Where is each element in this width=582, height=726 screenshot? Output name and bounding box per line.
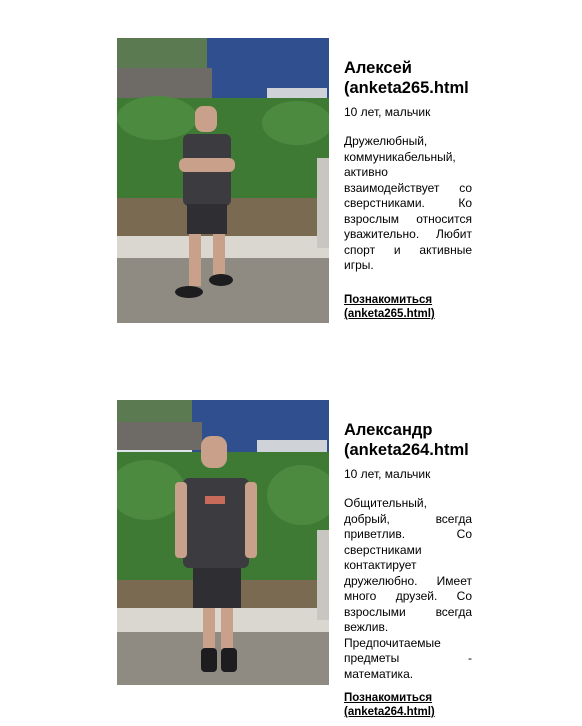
profile-meta: 10 лет, мальчик — [344, 467, 431, 481]
photo-boy-standing-icon — [117, 400, 329, 685]
photo-boy-standing-icon — [117, 38, 329, 323]
profile-description: Дружелюбный, коммуникабельный, активно взаимодействует со сверстниками. Ко взрослым относится уважительно. Любит спорт и активные игры. — [344, 134, 472, 272]
profile-description: Общительный, добрый, всегда приветлив. Со сверстниками контактирует дружелюбно. Имеет много друзей. Со взрослыми всегда вежлив. Предпочитаемые предметы - математика. — [344, 496, 472, 681]
profile-name: Алексей (anketa265.html — [344, 59, 469, 97]
meet-link[interactable]: Познакомиться (anketa264.html) — [344, 692, 435, 718]
profile-meta: 10 лет, мальчик — [344, 105, 431, 119]
profile-info — [344, 420, 472, 726]
profile-photo[interactable] — [117, 38, 329, 323]
profile-name: Александр (anketa264.html — [344, 421, 469, 459]
profile-photo[interactable] — [117, 400, 329, 685]
profile-info — [344, 58, 472, 328]
meet-link[interactable]: Познакомиться (anketa265.html) — [344, 294, 435, 320]
